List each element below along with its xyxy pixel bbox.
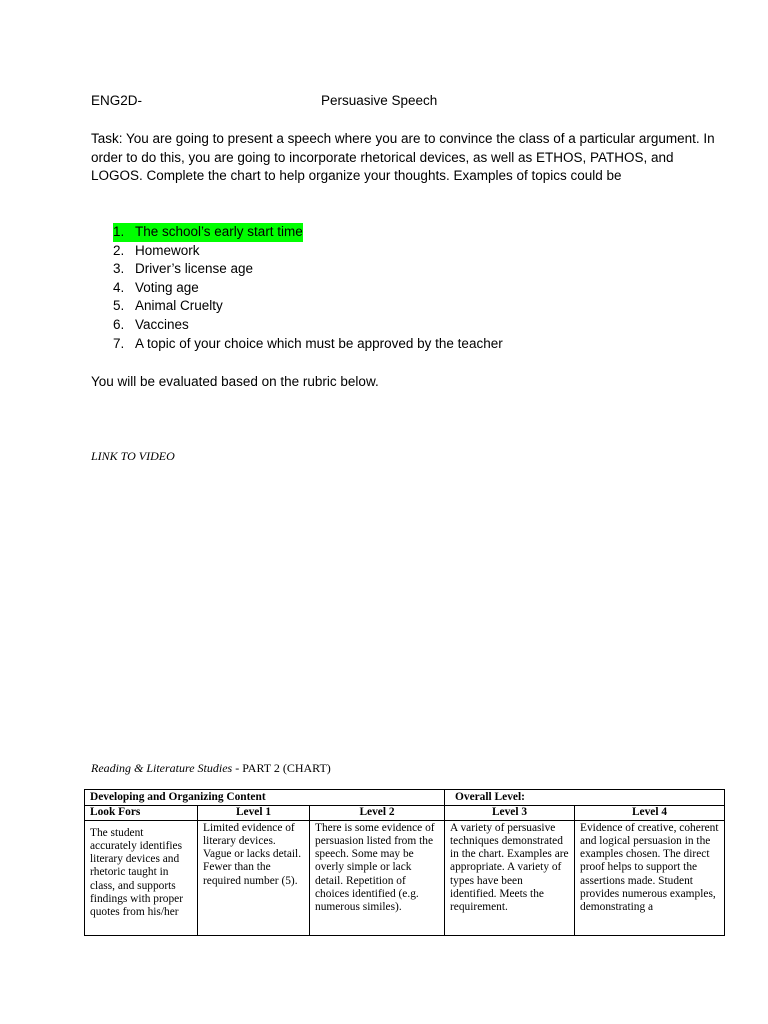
topic-list	[113, 223, 503, 353]
level-descriptor: There is some evidence of persuasion listed from the speech. Some may be overly simple or lack detail. Repetition of choices identified (e.g. numerous similes).	[310, 820, 445, 935]
section-heading-italic: Reading & Literature Studies	[91, 761, 233, 775]
level-header: Level 3	[445, 806, 575, 820]
list-item	[113, 335, 503, 354]
list-number: 7.	[113, 335, 125, 351]
evaluation-note: You will be evaluated based on the rubric below.	[91, 374, 379, 389]
overall-level-label: Overall Level:	[455, 791, 525, 803]
level-descriptor: Limited evidence of literary devices. Vague or lacks detail. Fewer than the required number (5).	[198, 820, 310, 935]
level-header: Level 4	[575, 806, 725, 820]
table-row	[85, 806, 725, 820]
list-item	[113, 260, 503, 279]
list-item	[113, 297, 503, 316]
topic-text: Homework	[135, 242, 200, 258]
list-number: 5.	[113, 298, 125, 314]
table-row	[85, 790, 725, 806]
task-paragraph: Task: You are going to present a speech where you are to convince the class of a particular argument. In order to do this, you are going to incorporate rhetorical devices, as well as ETHOS, PATHOS, and LOGOS. Complete the chart to help organize your thoughts. Examples of topics could be	[91, 131, 715, 184]
list-item	[113, 279, 503, 298]
rubric-category: Developing and Organizing Content	[85, 790, 445, 806]
course-code: ENG2D-	[91, 93, 143, 108]
list-item	[113, 223, 503, 242]
list-number: 1.	[113, 224, 125, 239]
list-item	[113, 242, 503, 261]
topic-text: A topic of your choice which must be approved by the teacher	[135, 335, 503, 351]
level-descriptor: Evidence of creative, coherent and logical persuasion in the examples chosen. The direct proof helps to support the assertions made. Student provides numerous examples, demonstrating a	[575, 820, 725, 935]
document-header	[91, 92, 711, 111]
look-fors-cell: The student accurately identifies literary devices and rhetoric taught in class, and supports findings with proper quotes from his/her	[85, 820, 198, 935]
section-heading-rest: - PART 2 (CHART)	[232, 761, 331, 775]
video-link[interactable]: LINK TO VIDEO	[91, 449, 175, 463]
list-item	[113, 316, 503, 335]
topic-text: Driver’s license age	[135, 261, 254, 277]
list-number: 3.	[113, 261, 125, 277]
overall-level	[445, 790, 725, 806]
rubric-table	[84, 789, 725, 936]
topic-text: Vaccines	[135, 316, 189, 332]
level-header: Level 2	[310, 806, 445, 820]
level-header: Level 1	[198, 806, 310, 820]
look-fors-header: Look Fors	[85, 806, 198, 820]
section-heading	[91, 761, 331, 776]
document-title: Persuasive Speech	[321, 93, 438, 108]
table-row	[85, 820, 725, 935]
list-number: 2.	[113, 242, 125, 258]
topic-text: Animal Cruelty	[135, 298, 223, 314]
list-number: 6.	[113, 316, 125, 332]
list-number: 4.	[113, 279, 125, 295]
topic-text: The school’s early start time	[135, 224, 303, 239]
level-descriptor: A variety of persuasive techniques demonstrated in the chart. Examples are appropriate. A variety of types have been identified. Meets the requirement.	[445, 820, 575, 935]
topic-text: Voting age	[135, 279, 199, 295]
